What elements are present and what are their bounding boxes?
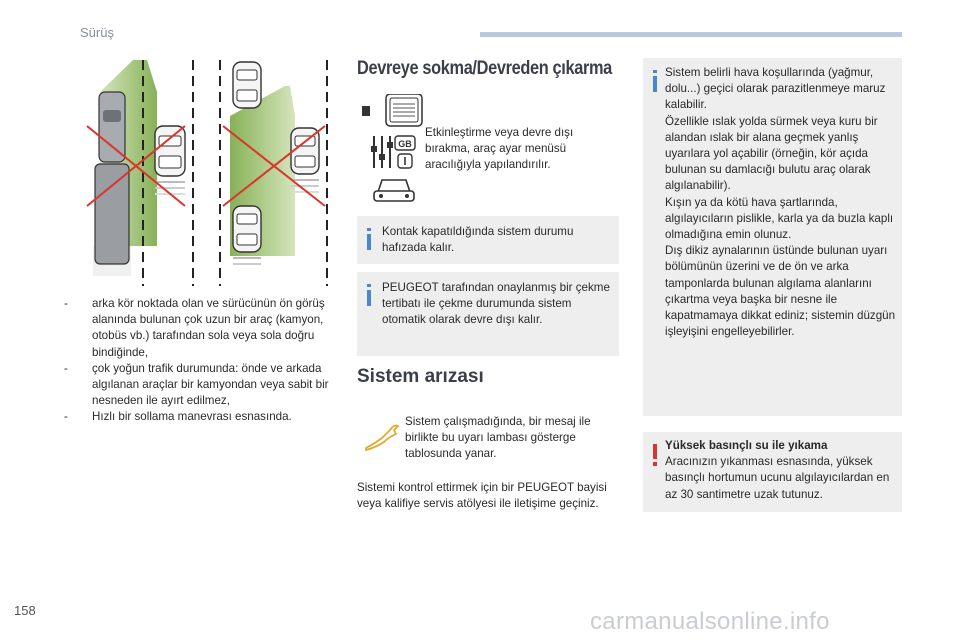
weather-note: Sistem belirli hava koşullarında (yağmur, dolu...) geçici olarak parazitlenmeye maruz kalabilir. Özellikle ıslak yolda sürmek veya kuru bir alandan ıslak bir alana geçmek yanlış uyarılara yol açabilir (örneğin, kör açıda bulunan su damlacığı bulutu araç olarak algılanabilir). Kışın ya da kötü hava şartlarında, algılayıcıların pislikle, karla ya da buzla kaplı olmadığına emin olunuz. Dış dikiz aynalarının üstünde bulunan uyarı bölümünün üzerini ve de ön ve arka tamponlarda bulunan algılama alanlarını çıkartma veya başka bir nesne ile kapatmamaya dikkat ediniz; sistemin düzgün işleyişini engelleyebilirler. [665,66,896,339]
header-accent-bar [480,32,902,37]
info-icon [652,70,658,92]
screen-icon [362,94,422,126]
truck-icon [95,92,129,264]
info-text: PEUGEOT tarafından onaylanmış bir çekme tertibatı ile çekme durumunda sistem otomatik olarak devre dışı kalır. [382,281,610,327]
info-icon [366,228,372,250]
contact-description: Sistemi kontrol ettirmek için bir PEUGEOT bayisi veya kalifiye servis atölyesi ile iletişime geçiniz. [357,481,607,511]
page-number: 158 [14,603,36,618]
car-icon [155,126,185,194]
info-icon [366,284,372,306]
warning-text [665,438,897,503]
car-icon [233,62,261,108]
settings-sliders-icon [371,136,415,168]
limitation-list [64,296,334,426]
blind-spot-illustration [85,56,345,288]
info-box-towing [357,272,619,356]
list-item: - arka kör noktada olan ve sürücünün ön görüş alanında bulunan çok uzun bir araç (kamyon, otobüs vb.) tarafından sola veya sola doğru bindiğinde, [64,297,325,359]
warning-title: Yüksek basınçlı su ile yıkama [665,439,828,452]
car-front-icon [374,180,414,201]
info-box-weather [643,58,902,416]
wrench-warning-icon [364,420,400,452]
config-description: Etkinleştirme veya devre dışı bırakma, araç ayar menüsü aracılığıyla yapılandırılır. [425,126,574,172]
info-text: Kontak kapatıldığında sistem durumu hafızada kalır. [382,225,574,255]
warning-box-pressure-wash [643,432,902,512]
info-box-memory [357,216,619,264]
vehicle-settings-icons [362,94,424,204]
fault-description: Sistem çalışmadığında, bir mesaj ile birlikte bu uyarı lambası gösterge tablosunda yanar. [405,415,591,461]
fault-heading: Sistem arızası [357,366,484,387]
warning-icon [652,444,658,466]
section-heading: Devreye sokma/Devreden çıkarma [357,58,612,79]
section-tab: Sürüş [80,25,114,40]
svg-text:GB: GB [398,139,412,149]
warning-body: Aracınızın yıkanması esnasında, yüksek basınçlı hortumun ucunu algılayıcılardan en az 30 santimetre uzak tutunuz. [665,455,890,501]
list-item: - çok yoğun trafik durumunda: önde ve arkada algılanan araçlar bir kamyondan veya sabit bir nesneden ile ayırt edilmez, [64,361,329,408]
watermark: carmanualsonline.info [590,608,830,635]
list-item: - Hızlı bir sollama manevrası esnasında. [64,410,292,424]
